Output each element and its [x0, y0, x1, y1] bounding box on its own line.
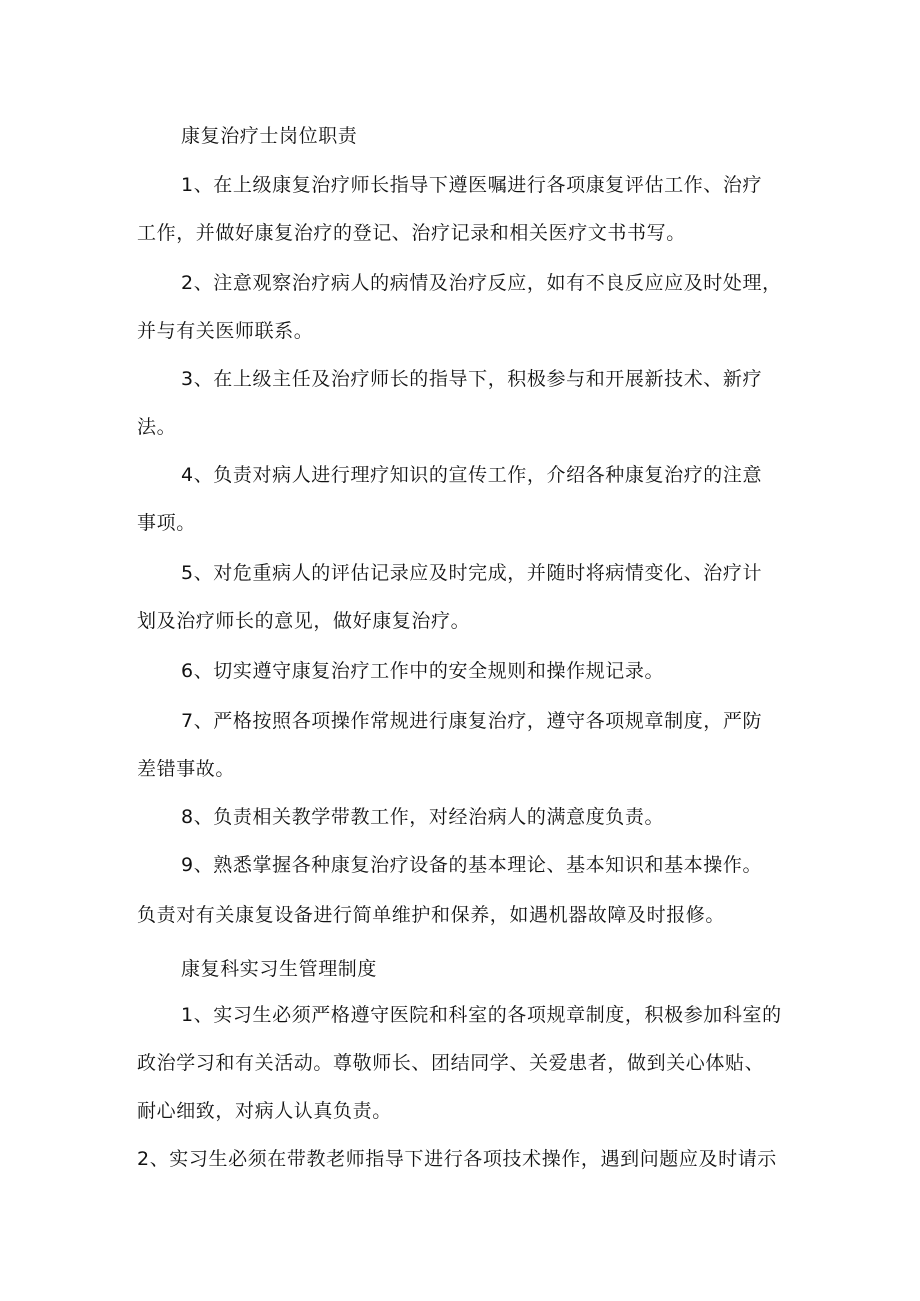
duty-item-9-line-2: 负责对有关康复设备进行简单维护和保养，如遇机器故障及时报修。 [137, 904, 726, 926]
rule-item-1-line-2: 政治学习和有关活动。尊敬师长、团结同学、关爱患者，做到关心体贴、 [137, 1052, 765, 1074]
duty-item-9-line-1: 9、熟悉掌握各种康复治疗设备的基本理论、基本知识和基本操作。 [181, 854, 763, 876]
section-heading-job-duties: 康复治疗士岗位职责 [181, 125, 358, 147]
duty-item-7-line-1: 7、严格按照各项操作常规进行康复治疗，遵守各项规章制度，严防 [181, 710, 763, 732]
duty-item-5-line-2: 划及治疗师长的意见，做好康复治疗。 [137, 610, 471, 632]
rule-item-1-line-1: 1、实习生必须严格遵守医院和科室的各项规章制度，积极参加科室的 [181, 1004, 782, 1026]
duty-item-2-line-1: 2、注意观察治疗病人的病情及治疗反应，如有不良反应应及时处理， [181, 272, 782, 294]
duty-item-1-line-2: 工作，并做好康复治疗的登记、治疗记录和相关医疗文书书写。 [137, 222, 686, 244]
duty-item-3-line-1: 3、在上级主任及治疗师长的指导下，积极参与和开展新技术、新疗 [181, 368, 763, 390]
rule-item-1-line-3: 耐心细致，对病人认真负责。 [137, 1100, 392, 1122]
duty-item-5-line-1: 5、对危重病人的评估记录应及时完成，并随时将病情变化、治疗计 [181, 562, 763, 584]
duty-item-6-line-1: 6、切实遵守康复治疗工作中的安全规则和操作规记录。 [181, 660, 665, 682]
duty-item-2-line-2: 并与有关医师联系。 [137, 320, 314, 342]
duty-item-7-line-2: 差错事故。 [137, 758, 236, 780]
duty-item-4-line-2: 事项。 [137, 512, 196, 534]
duty-item-3-line-2: 法。 [137, 416, 177, 438]
duty-item-4-line-1: 4、负责对病人进行理疗知识的宣传工作，介绍各种康复治疗的注意 [181, 464, 763, 486]
section-heading-intern-rules: 康复科实习生管理制度 [181, 958, 378, 980]
duty-item-8-line-1: 8、负责相关教学带教工作，对经治病人的满意度负责。 [181, 806, 665, 828]
duty-item-1-line-1: 1、在上级康复治疗师长指导下遵医嘱进行各项康复评估工作、治疗 [181, 174, 763, 196]
rule-item-2-line-1: 2、实习生必须在带教老师指导下进行各项技术操作，遇到问题应及时请示 [137, 1148, 777, 1170]
